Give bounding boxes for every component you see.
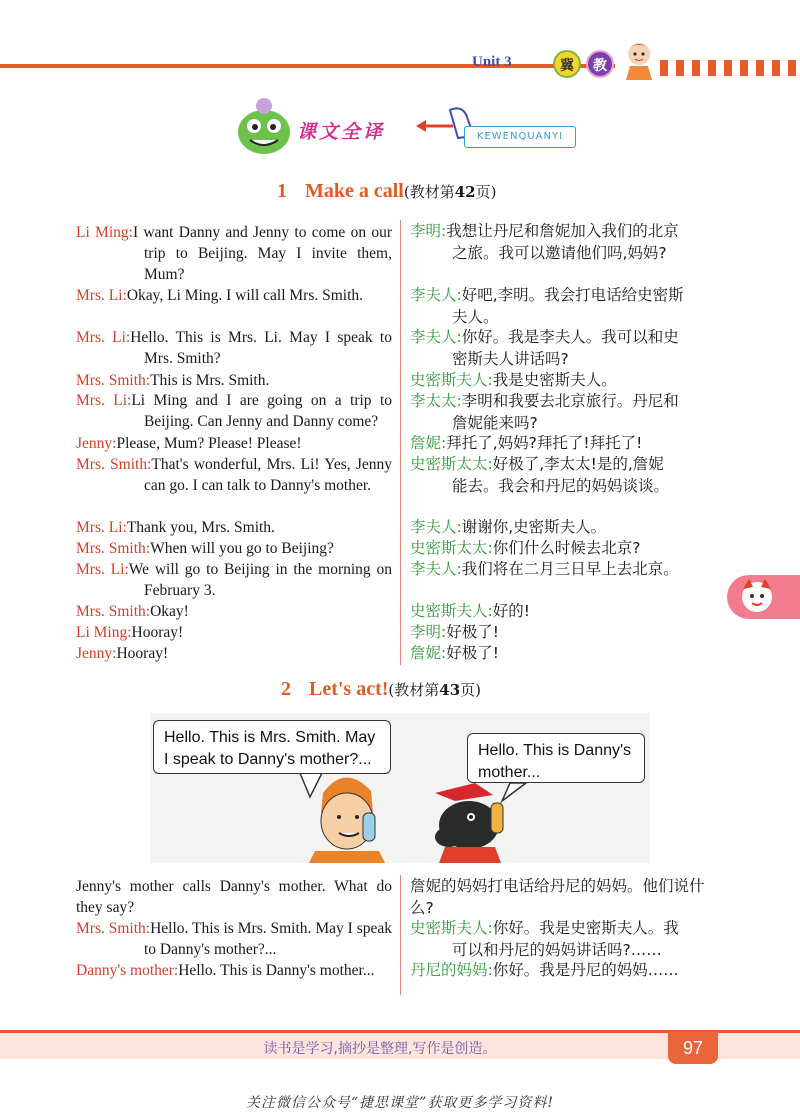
zh-line-6: 詹妮:拜托了,妈妈?拜托了!拜托了! bbox=[410, 434, 643, 452]
publisher-badge-ji: 冀 bbox=[553, 50, 581, 78]
speech-bubble-mrs-smith: Hello. This is Mrs. Smith. May I speak to Danny's mother?... bbox=[153, 720, 391, 774]
en-line-5: Mrs. Li:Li Ming and I are going on a trip to Beijing. Can Jenny and Danny come? bbox=[76, 392, 393, 430]
section-2-heading bbox=[281, 678, 481, 701]
zh-line-1: 李明:我想让丹尼和詹妮加入我们的北京 之旅。我可以邀请他们吗,妈妈? bbox=[410, 222, 679, 262]
cartoon-girl-icon bbox=[616, 36, 662, 82]
header-rule bbox=[0, 64, 615, 68]
zh-line-4: 史密斯夫人:我是史密斯夫人。 bbox=[410, 371, 617, 389]
zh-intro: 詹妮的妈妈打电话给丹尼的妈妈。他们说什么? bbox=[410, 877, 705, 917]
page-number: 97 bbox=[668, 1032, 718, 1064]
zh-line-8: 李夫人:谢谢你,史密斯夫人。 bbox=[410, 518, 607, 536]
zh-line-act-1: 史密斯夫人:你好。我是史密斯夫人。我 可以和丹尼的妈妈讲话吗?…… bbox=[410, 919, 679, 959]
section-1-title: Make a call bbox=[305, 180, 404, 202]
column-divider-2 bbox=[400, 875, 401, 995]
en-intro: Jenny's mother calls Danny's mother. What do they say? bbox=[76, 878, 392, 916]
en-line-11: Mrs. Smith:Okay! bbox=[76, 603, 189, 620]
zh-line-3: 李夫人:你好。我是李夫人。我可以和史 密斯夫人讲话吗? bbox=[410, 328, 679, 368]
publisher-badge-jiao: 教 bbox=[586, 50, 614, 78]
en-line-act-2: Danny's mother:Hello. This is Danny's mother... bbox=[76, 962, 375, 979]
mascot-face-icon bbox=[737, 577, 777, 617]
section-1-ref: (教材第42页) bbox=[403, 183, 497, 201]
footer-motto: 读书是学习,摘抄是整理,写作是创造。 bbox=[263, 1041, 497, 1057]
zh-line-9: 史密斯太太:你们什么时候去北京? bbox=[410, 539, 641, 557]
zh-line-act-2: 丹尼的妈妈:你好。我是丹尼的妈妈…… bbox=[410, 961, 679, 979]
section-1-number: 1 bbox=[277, 180, 287, 202]
zh-line-13: 詹妮:好极了! bbox=[410, 644, 499, 662]
speech-bubble-dannys-mother: Hello. This is Danny's mother... bbox=[467, 733, 645, 783]
en-line-2: Mrs. Li:Okay, Li Ming. I will call Mrs. Smith. bbox=[76, 287, 364, 304]
dog-on-phone bbox=[435, 783, 503, 863]
banner-pinyin: KEWENQUANYI bbox=[464, 126, 576, 148]
zh-line-11: 史密斯夫人:好的! bbox=[410, 602, 530, 620]
zh-line-2: 李夫人:好吧,李明。我会打电话给史密斯 夫人。 bbox=[410, 286, 684, 326]
en-line-4: Mrs. Smith:This is Mrs. Smith. bbox=[76, 372, 270, 389]
header-checker-strip bbox=[660, 60, 800, 76]
en-line-12: Li Ming:Hooray! bbox=[76, 624, 184, 641]
section-1-heading bbox=[277, 180, 496, 203]
zh-line-10: 李夫人:我们将在二月三日早上去北京。 bbox=[410, 560, 679, 578]
en-line-13: Jenny:Hooray! bbox=[76, 645, 169, 662]
unit-label: Unit 3 bbox=[472, 54, 512, 70]
zh-line-12: 李明:好极了! bbox=[410, 623, 499, 641]
section-2-number: 2 bbox=[281, 678, 291, 700]
column-divider-1 bbox=[400, 220, 401, 665]
watermark-text: 关注微信公众号“捷思课堂”获取更多学习资料! bbox=[246, 1095, 554, 1111]
en-line-7: Mrs. Smith:That's wonderful, Mrs. Li! Yes, Jenny can go. I can talk to Danny's mother. bbox=[76, 456, 393, 494]
zh-line-5: 李太太:李明和我要去北京旅行。丹尼和 詹妮能来吗? bbox=[410, 392, 679, 432]
en-line-1: Li Ming:I want Danny and Jenny to come on our trip to Beijing. May I invite them, Mum? bbox=[76, 224, 392, 283]
section-2-ref: (教材第43页) bbox=[388, 681, 482, 699]
zh-line-7: 史密斯太太:好极了,李太太!是的,詹妮 能去。我会和丹尼的妈妈谈谈。 bbox=[410, 455, 670, 495]
en-line-9: Mrs. Smith:When will you go to Beijing? bbox=[76, 540, 334, 557]
en-line-8: Mrs. Li:Thank you, Mrs. Smith. bbox=[76, 519, 275, 536]
en-line-3: Mrs. Li:Hello. This is Mrs. Li. May I speak to Mrs. Smith? bbox=[76, 329, 392, 367]
en-line-act-1: Mrs. Smith:Hello. This is Mrs. Smith. May I speak to Danny's mother?... bbox=[76, 920, 392, 958]
section-2-title: Let's act! bbox=[309, 678, 389, 700]
en-line-6: Jenny:Please, Mum? Please! Please! bbox=[76, 435, 302, 452]
en-line-10: Mrs. Li:We will go to Beijing in the morning on February 3. bbox=[76, 561, 392, 599]
banner-title: 课文全译 bbox=[297, 121, 386, 143]
side-tab bbox=[727, 575, 800, 619]
